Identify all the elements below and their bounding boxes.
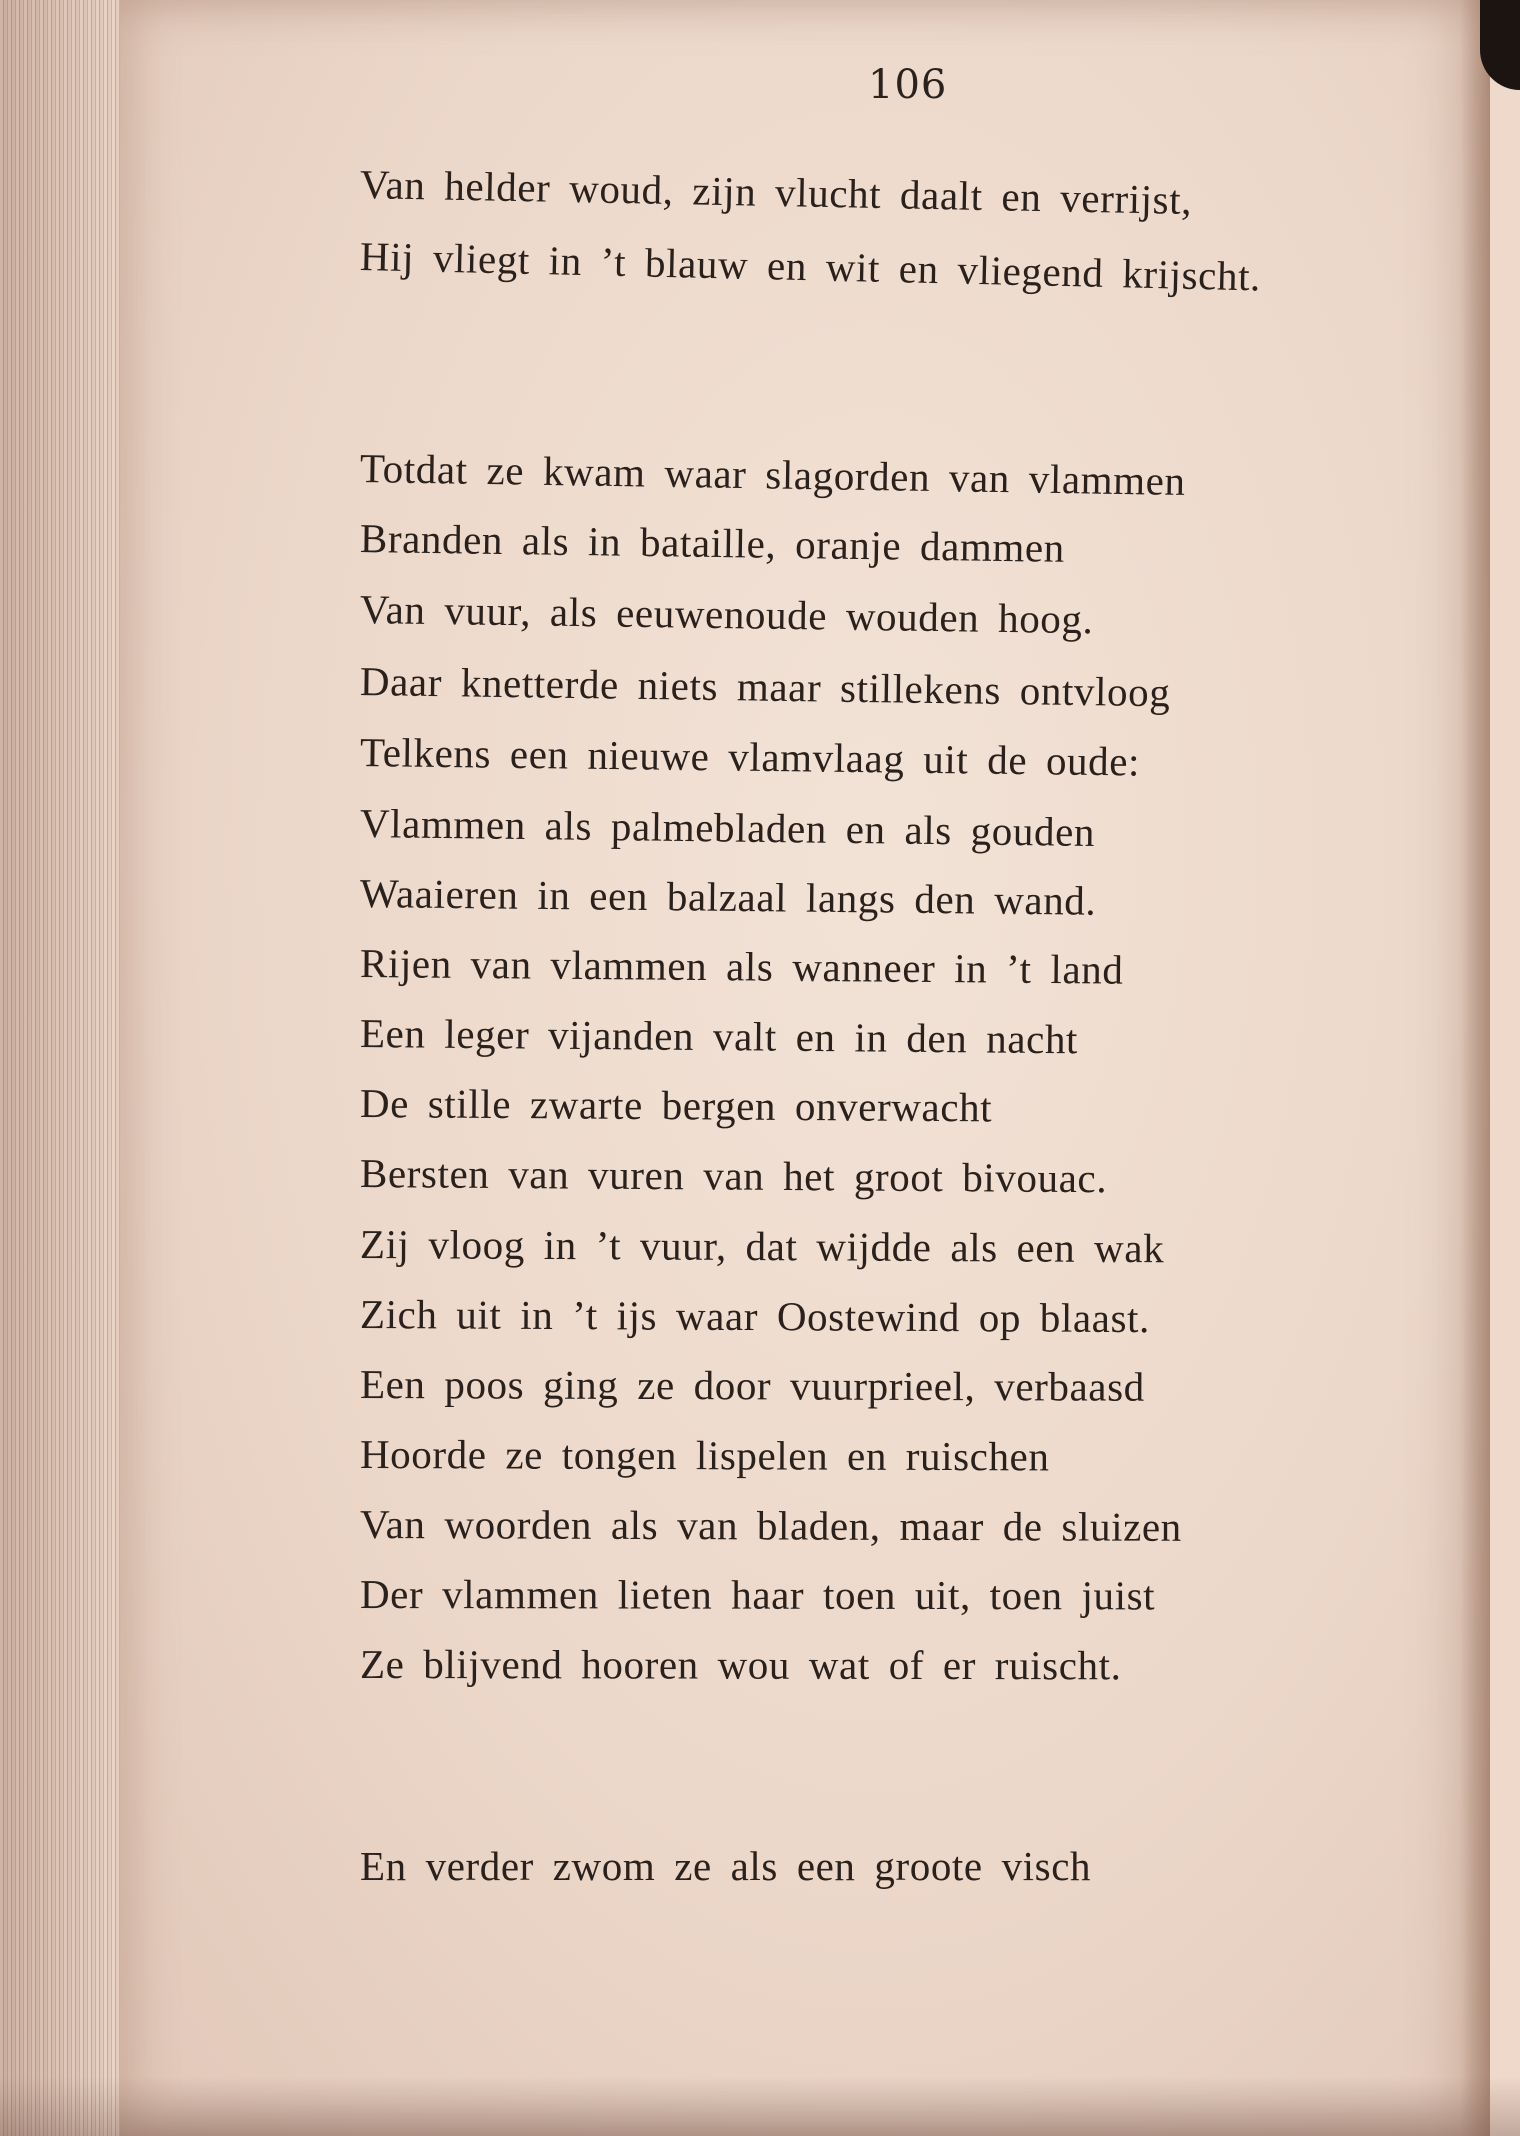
poem-line: Van woorden als van bladen, maar de sluizen: [359, 1501, 1182, 1550]
poem-line: Zij vloog in ’t vuur, dat wijdde als een wak: [359, 1221, 1165, 1272]
page-edges-shade: [0, 0, 140, 2136]
poem-line: Zich uit in ’t ijs waar Oostewind op blaast.: [359, 1291, 1151, 1342]
poem-line: De stille zwarte bergen onverwacht: [359, 1080, 993, 1131]
poem-line: Waaieren in een balzaal langs den wand.: [359, 870, 1097, 924]
poem-line: Telkens een nieuwe vlamvlaag uit de oude:: [359, 729, 1141, 785]
poem-line: Ze blijvend hooren wou wat of er ruischt.: [359, 1641, 1122, 1689]
poem-line: Rijen van vlammen als wanneer in ’t land: [359, 940, 1124, 993]
poem-line: Branden als in bataille, oranje dammen: [359, 515, 1066, 571]
poem-line: Vlammen als palmebladen en als gouden: [359, 800, 1096, 855]
poem-line: Een poos ging ze door vuurprieel, verbaasd: [359, 1361, 1145, 1410]
page-gutter-shadow: [1460, 0, 1490, 2136]
poem-line: Bersten van vuren van het groot bivouac.: [359, 1150, 1108, 1202]
poem-line: Hij vliegt in ’t blauw en wit en vliegend krijscht.: [359, 233, 1262, 300]
poem-line: En verder zwom ze als een groote visch: [360, 1843, 1092, 1889]
poem-line: Daar knetterde niets maar stillekens ontvloog: [359, 658, 1171, 716]
poem-line: Der vlammen lieten haar toen uit, toen juist: [359, 1571, 1156, 1619]
poem-line: Van helder woud, zijn vlucht daalt en verrijst,: [359, 161, 1193, 223]
poem-line: Een leger vijanden valt en in den nacht: [359, 1010, 1079, 1063]
poem-line: Hoorde ze tongen lispelen en ruischen: [359, 1431, 1050, 1480]
book-page: [120, 0, 1490, 2136]
page-number: 106: [868, 62, 948, 108]
poem-line: Totdat ze kwam waar slagorden van vlammen: [359, 445, 1186, 504]
poem-line: Van vuur, als eeuwenoude wouden hoog.: [359, 586, 1094, 643]
bottom-shadow: [0, 2076, 1520, 2136]
